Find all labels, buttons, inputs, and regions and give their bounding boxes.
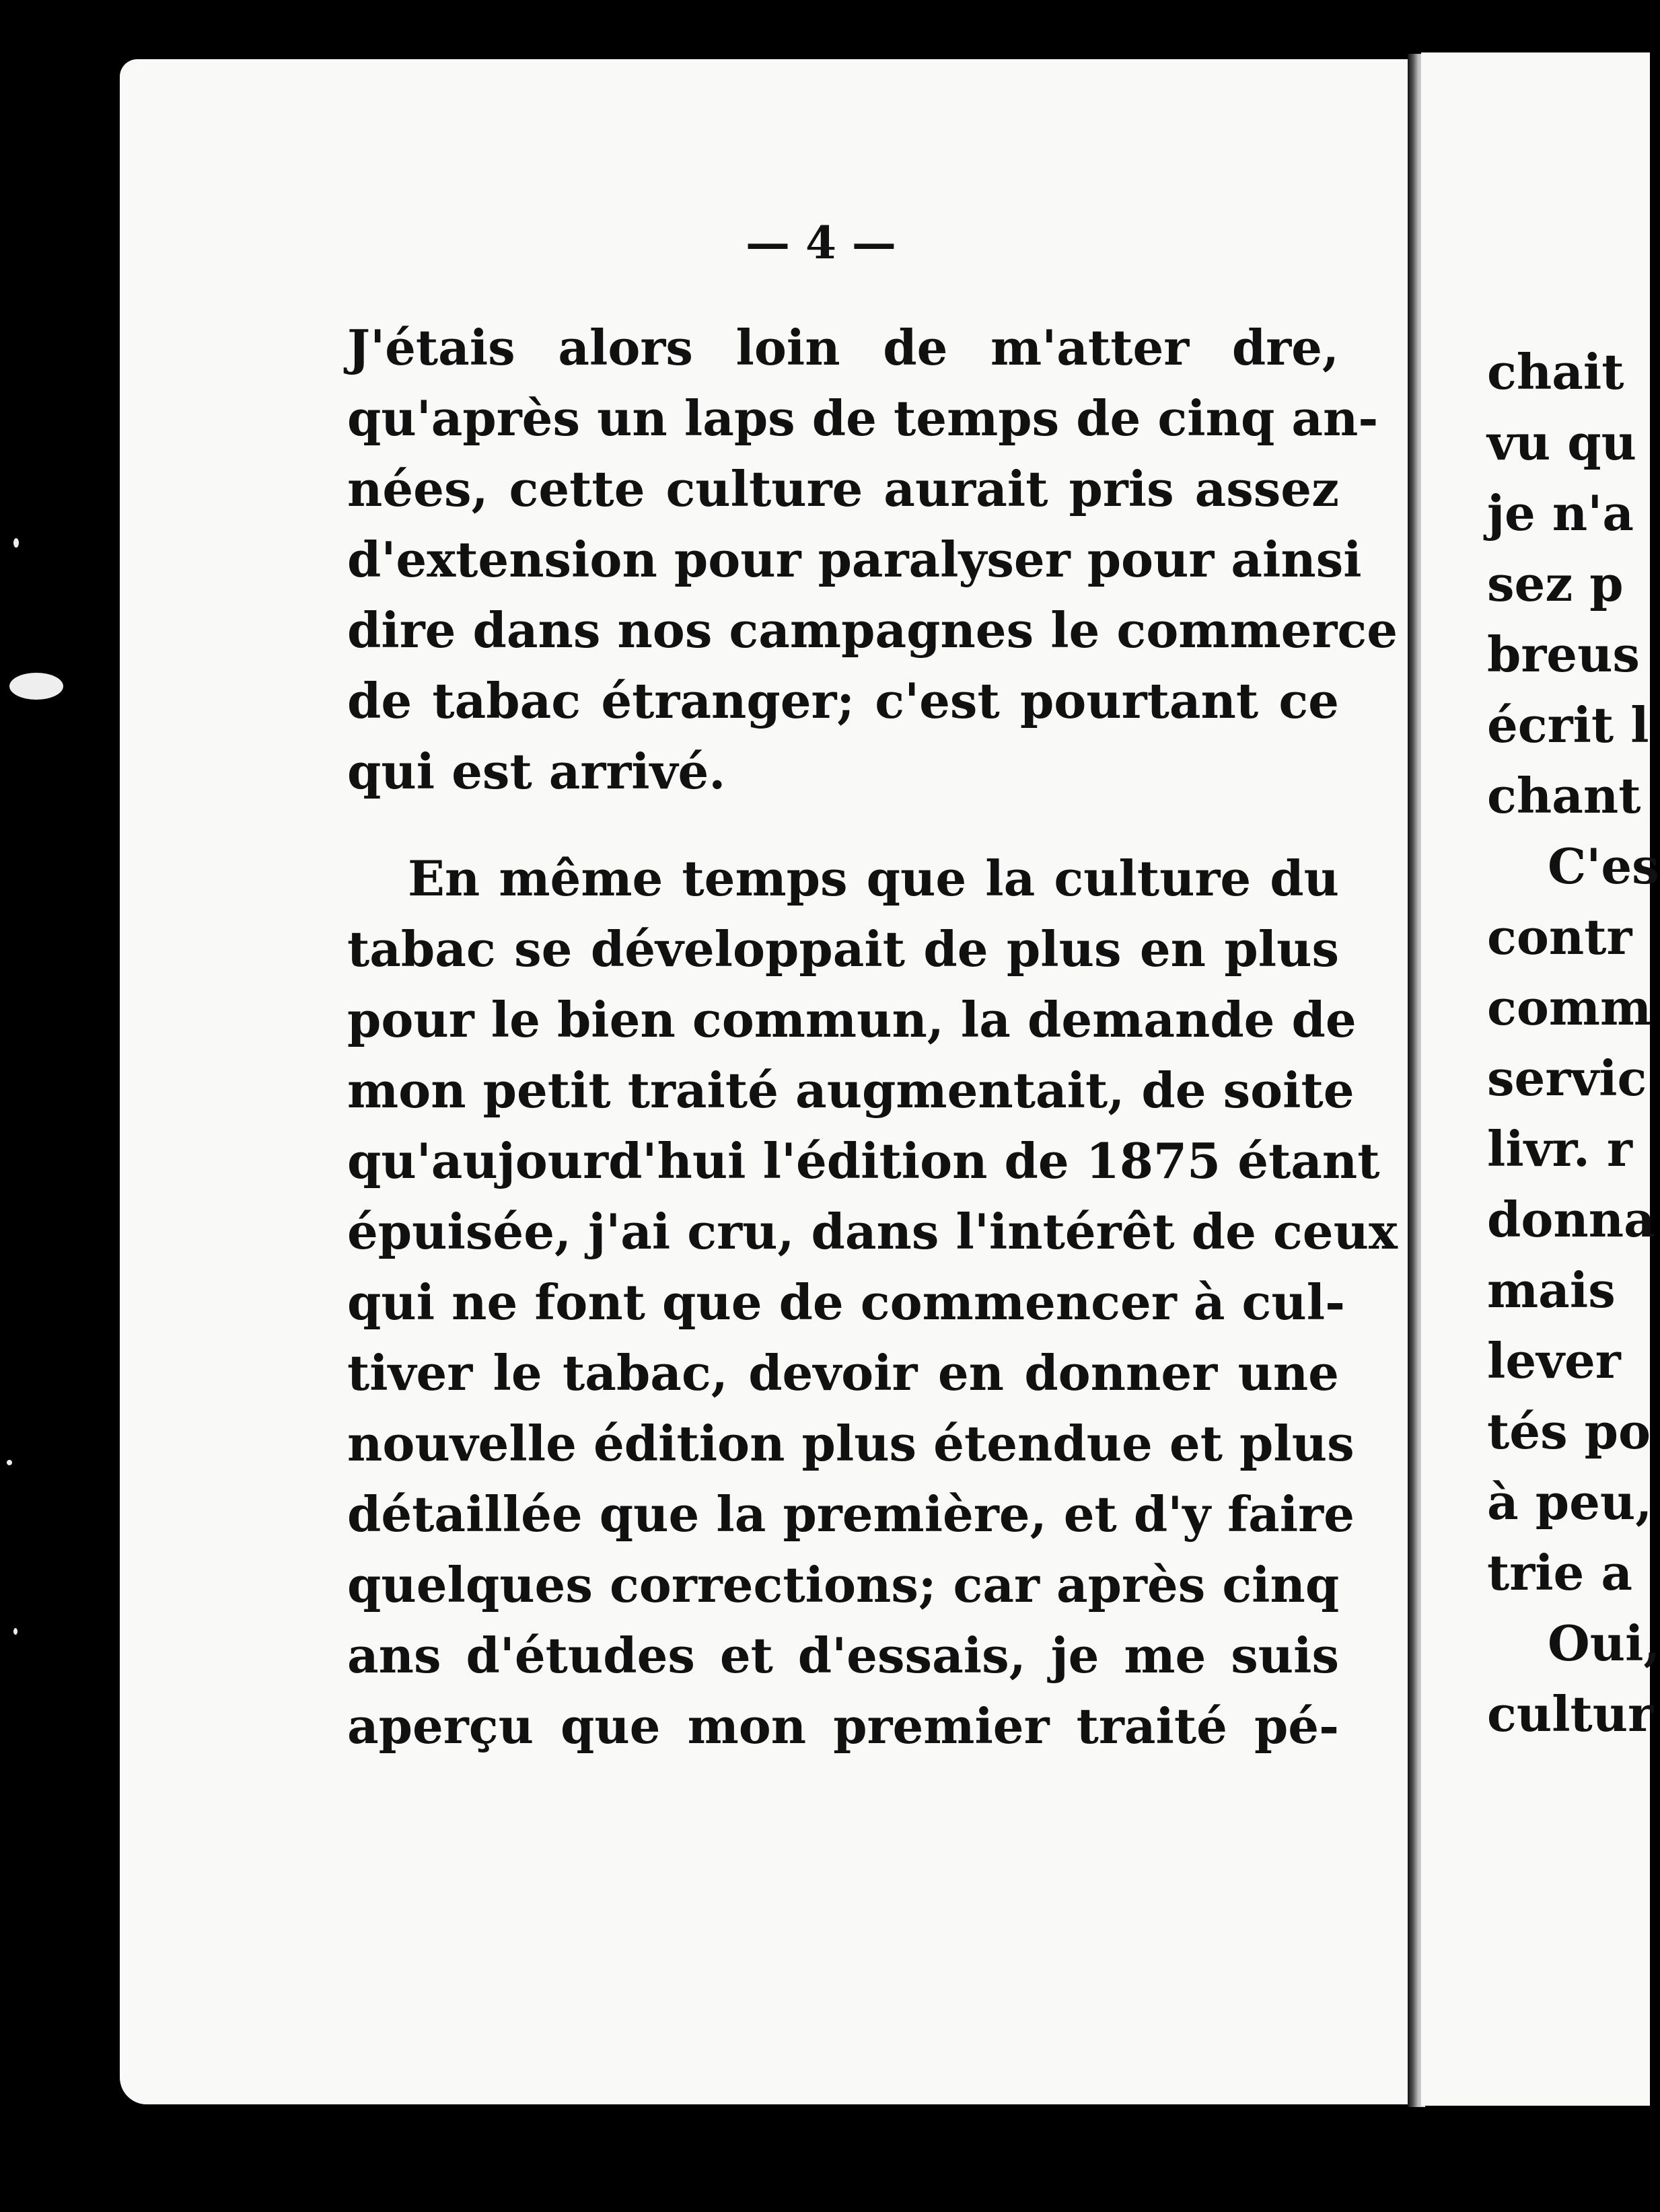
text-line: qu'après un laps de temps de cinq an- <box>347 390 1379 447</box>
text-line: tabac se développait de plus en plus <box>347 920 1339 978</box>
facing-line: trie a <box>1487 1544 1633 1601</box>
scan-speck <box>7 1460 12 1465</box>
text-line: épuisée, j'ai cru, dans l'intérêt de ceux <box>347 1203 1398 1260</box>
text-line: d'extension pour paralyser pour ainsi <box>347 531 1362 588</box>
text-line: aperçu que mon premier traité pé- <box>347 1697 1339 1755</box>
text-line: mon petit traité augmentait, de soite <box>347 1062 1355 1119</box>
scan-speck <box>9 673 63 700</box>
text-line: dire dans nos campagnes le commerce <box>347 601 1398 659</box>
page-number: — 4 — <box>746 217 896 269</box>
facing-line: à peu, <box>1487 1473 1653 1531</box>
scan-speck <box>13 1628 17 1635</box>
facing-page-text <box>1487 336 1660 1749</box>
text-line: ans d'études et d'essais, je me suis <box>347 1627 1339 1684</box>
facing-line: chait <box>1487 343 1624 400</box>
text-line: En même temps que la culture du <box>408 850 1339 907</box>
facing-line: contr <box>1487 908 1632 965</box>
text-line: détaillée que la première, et d'y faire <box>347 1485 1355 1543</box>
text-line: qu'aujourd'hui l'édition de 1875 étant <box>347 1132 1380 1189</box>
facing-line: livr. r <box>1487 1120 1632 1177</box>
facing-line: cultur <box>1487 1685 1654 1742</box>
facing-line: écrit l <box>1487 696 1649 753</box>
text-line: nouvelle édition plus étendue et plus <box>347 1415 1355 1472</box>
text-line: de tabac étranger; c'est pourtant ce <box>347 672 1339 729</box>
text-line: qui est arrivé. <box>347 743 726 800</box>
text-line: pour le bien commun, la demande de <box>347 991 1357 1048</box>
paragraph-1 <box>347 312 1398 807</box>
facing-line: Oui, <box>1548 1615 1660 1672</box>
text-line: tiver le tabac, devoir en donner une <box>347 1344 1339 1401</box>
facing-line: lever <box>1487 1332 1621 1389</box>
facing-line: tés po <box>1487 1403 1651 1460</box>
facing-line: vu qu <box>1487 414 1636 471</box>
text-line: quelques corrections; car après cinq <box>347 1556 1340 1613</box>
text-line: qui ne font que de commencer à cul- <box>347 1274 1345 1331</box>
facing-line: je n'a <box>1487 484 1634 542</box>
facing-line: servic <box>1487 1049 1647 1107</box>
text-line: nées, cette culture aurait pris assez <box>347 460 1339 517</box>
paragraph-2 <box>347 843 1398 1761</box>
facing-line: sez p <box>1487 555 1624 612</box>
facing-line: chant <box>1487 767 1641 824</box>
text-line: J'étais alors loin de m'atter dre, <box>347 319 1339 376</box>
scan-speck <box>13 538 19 548</box>
facing-line: C'es <box>1548 838 1659 895</box>
facing-line: donna <box>1487 1191 1655 1248</box>
facing-line: breus <box>1487 626 1640 683</box>
facing-line: comm <box>1487 979 1652 1036</box>
facing-line: mais <box>1487 1261 1616 1319</box>
